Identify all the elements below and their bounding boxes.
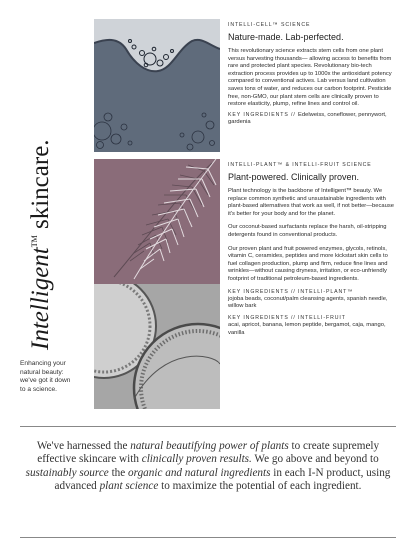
title-roman: skincare. [27, 139, 54, 236]
section-intelli-plant-fruit [228, 162, 396, 337]
body-text: We go above and beyond to [251, 453, 379, 466]
key-ingredients [228, 112, 396, 127]
body-text: to maximize the potential of each ingredient. [158, 480, 362, 493]
vertical-title [6, 92, 66, 354]
fern-photo [94, 159, 220, 284]
section-intelli-cell [228, 22, 396, 127]
emphasis-text: sustainably source [25, 466, 109, 479]
key-ingredients-values: Edelweiss, coneflower, pennywort, gardenia [228, 111, 387, 126]
section-label: INTELLI-PLANT™ & INTELLI-FRUIT SCIENCE [228, 162, 372, 168]
citrus-slice-photo [94, 284, 220, 409]
title-italic: Intelligent [27, 247, 54, 350]
body-text: the [108, 466, 129, 479]
stem-cell-photo [94, 19, 220, 152]
body-text: advanced [54, 480, 100, 493]
tagline-line: we've got it down [20, 377, 71, 384]
body-text: to create supremely [288, 440, 380, 452]
tagline-line: natural beauty: [20, 368, 64, 376]
emphasis-text: plant science [99, 480, 159, 493]
section-label: INTELLI-CELL™ SCIENCE [228, 22, 311, 28]
title-tm: TM [30, 235, 39, 248]
key-ingredients-values: acai, apricot, banana, lemon peptide, bergamot, caja, mango, vanilla [228, 322, 386, 336]
body-text: We've harnessed the [36, 440, 131, 452]
divider [20, 537, 396, 538]
tagline-line: Enhancing your [20, 360, 66, 367]
key-ingredients-label: KEY INGREDIENTS // INTELLI-PLANT™ [228, 288, 354, 295]
key-ingredients-values: jojoba beads, coconut/palm cleansing agents, spanish needle, willow bark [228, 295, 388, 309]
closing-statement [20, 440, 396, 494]
emphasis-text: natural beautifying power of plants [130, 440, 289, 452]
section-paragraph: Our proven plant and fruit powered enzymes, glycols, retinols, vitamin C, ceramides, peptides and more kickstart skin cells to fuel collagen production, plump and firm, reduce fine lines and wrinkles—without causing dryness, irritation, or eco-unfriendly footprint of traditional petroleum-based ingredients. [228, 245, 388, 282]
closing-line [20, 467, 396, 480]
section-paragraph: This revolutionary science extracts stem cells from one plant versus harvesting thousands— allowing access to benefits from rare and protected plant species. Revolutionary bio-tech extraction process provides up to 1000x the antioxidant potency compared to conventional actives. Lab versus land cultivation saves tons of water, and reduces our carbon footprint. Pesticide free, non-GMO, our plant stem cells are clinically proven to restore elasticity, plump, refine lines and control oil. [228, 48, 392, 108]
closing-line [20, 440, 396, 453]
closing-line [20, 480, 396, 493]
body-text: effective skincare with [37, 453, 142, 466]
section-paragraph: Plant technology is the backbone of Intelligent™ beauty. We replace common synthetic and unsustainable ingredients with plant-based alternatives that work as well, if not better—because it's better for your body and for the planet. [228, 188, 394, 217]
closing-line [20, 453, 396, 466]
svg-text:IntelligentTM skincare. [27, 139, 54, 351]
section-heading: Nature-made. Lab-perfected. [228, 32, 344, 42]
body-text: in each I-N product, using [270, 466, 391, 479]
tagline [20, 360, 92, 394]
key-ingredients-label: KEY INGREDIENTS // [228, 111, 299, 118]
divider [20, 426, 396, 427]
emphasis-text: organic and natural ingredients [128, 466, 271, 479]
emphasis-text: clinically proven results. [141, 453, 252, 466]
tagline-line: to a science. [20, 385, 58, 393]
key-ingredients-label: KEY INGREDIENTS // INTELLI-FRUIT [228, 315, 346, 322]
section-paragraph: Our coconut-based surfactants replace the harsh, oil-stripping detergents found in conventional products. [228, 224, 387, 238]
section-heading: Plant-powered. Clinically proven. [228, 172, 360, 182]
